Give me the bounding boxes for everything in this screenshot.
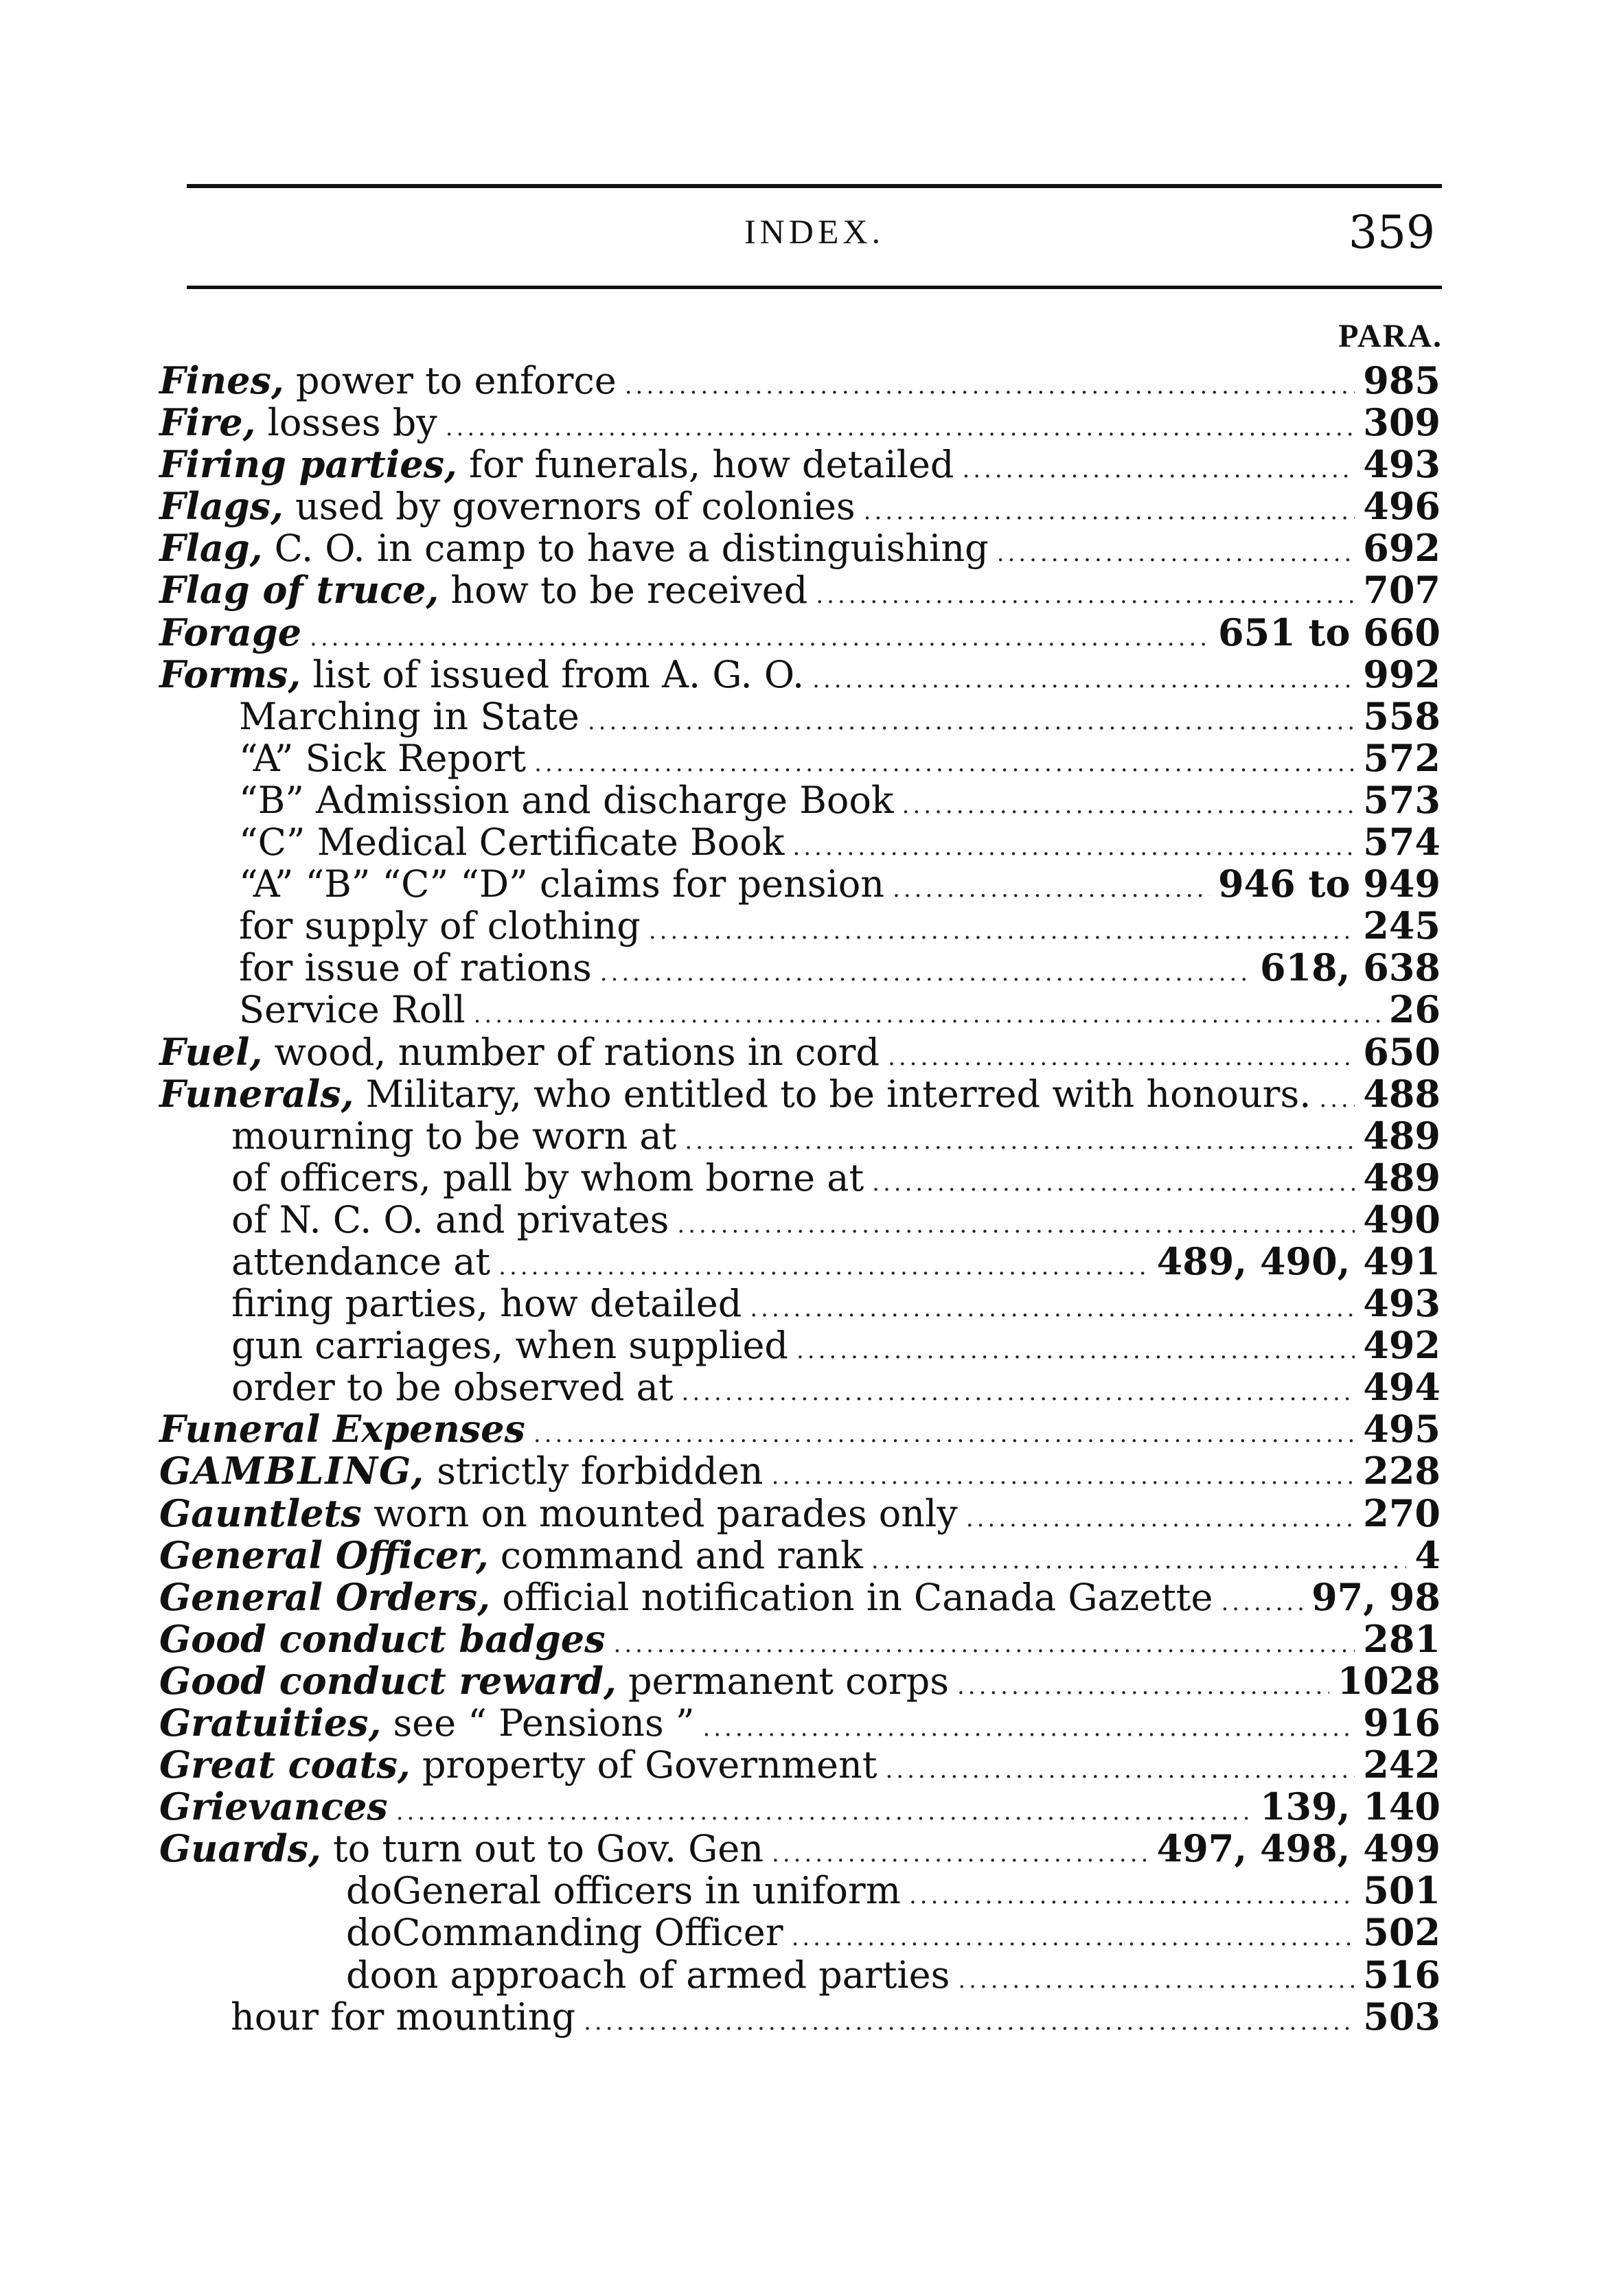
index-entry	[159, 527, 1441, 569]
entry-text: Commanding Officer	[392, 1911, 783, 1955]
dot-leader	[966, 1498, 1355, 1540]
dot-leader	[997, 533, 1355, 575]
paragraph-reference: 492	[1363, 1323, 1441, 1368]
entry-term: Good conduct badges	[159, 1616, 606, 1661]
index-entry	[159, 1532, 1441, 1577]
paragraph-reference: 501	[1363, 1868, 1441, 1913]
dot-leader	[750, 1288, 1355, 1330]
entry-text: used by governors of colonies	[283, 485, 856, 529]
paragraph-reference: 992	[1363, 652, 1441, 696]
paragraph-reference: 245	[1363, 904, 1441, 948]
paragraph-reference: 516	[1363, 1952, 1441, 1997]
dot-leader	[625, 365, 1355, 407]
entry-term: Fines,	[159, 358, 284, 402]
index-entry	[159, 1031, 1441, 1073]
paragraph-reference: 651 to 660	[1218, 610, 1441, 654]
paragraph-reference: 139, 140	[1259, 1784, 1441, 1829]
index-entry	[159, 1744, 1441, 1786]
entry-term: Funeral Expenses	[159, 1407, 525, 1451]
dot-leader	[1319, 1079, 1355, 1121]
index-entry	[159, 905, 1441, 947]
index-entry	[159, 1660, 1441, 1702]
index-entry	[159, 654, 1441, 696]
index-entry	[159, 402, 1441, 444]
paragraph-reference: 493	[1363, 1281, 1441, 1326]
index-entry	[159, 485, 1441, 527]
entry-text: worn on mounted parades only	[361, 1491, 958, 1535]
entry-term: General Orders,	[159, 1574, 491, 1619]
index-entry	[159, 1618, 1441, 1660]
page-number: 359	[1349, 206, 1435, 259]
paragraph-reference: 26	[1388, 987, 1441, 1032]
paragraph-reference: 242	[1363, 1743, 1441, 1787]
entry-text: Service Roll	[239, 988, 466, 1032]
entry-text: firing parties, how detailed	[231, 1282, 742, 1326]
index-entry	[159, 1828, 1441, 1870]
entry-text: Marching in State	[239, 694, 580, 738]
index-list	[159, 360, 1441, 2038]
paragraph-reference: 488	[1363, 1071, 1441, 1116]
entry-text: official notification in Canada Gazette	[490, 1575, 1213, 1619]
index-entry	[159, 737, 1441, 779]
entry-text: on approach of armed parties	[392, 1953, 950, 1997]
entry-text: “C” Medical Certificate Book	[239, 820, 785, 864]
dot-leader	[600, 952, 1252, 994]
header-rule	[187, 286, 1442, 289]
paragraph-reference: 490	[1363, 1197, 1441, 1241]
entry-text: “A” “B” “C” “D” claims for pension	[239, 862, 885, 906]
entry-term: Fire,	[159, 400, 256, 445]
paragraph-reference: 1028	[1337, 1658, 1441, 1703]
paragraph-reference: 692	[1363, 526, 1441, 571]
index-entry	[159, 1241, 1441, 1283]
page-header	[187, 206, 1442, 275]
top-rule	[187, 184, 1442, 188]
index-entry	[159, 947, 1441, 989]
paragraph-reference: 503	[1363, 1994, 1441, 2039]
entry-text: mourning to be worn at	[231, 1114, 677, 1158]
dot-leader	[649, 910, 1355, 952]
index-entry	[159, 693, 1441, 738]
entry-term: Flag of truce,	[159, 568, 439, 612]
index-entry	[159, 1493, 1441, 1535]
paragraph-reference: 97, 98	[1311, 1574, 1441, 1619]
dot-leader	[893, 869, 1210, 910]
entry-term: Firing parties,	[159, 442, 457, 487]
entry-text: command and rank	[488, 1533, 863, 1577]
index-entry	[159, 779, 1441, 821]
paragraph-reference: 946 to 949	[1218, 862, 1441, 906]
entry-text: attendance at	[231, 1239, 491, 1283]
entry-text: how to be received	[439, 569, 808, 612]
entry-text: property of Government	[410, 1743, 877, 1787]
entry-term: Gratuities,	[159, 1701, 382, 1745]
entry-term: Good conduct reward,	[159, 1658, 617, 1703]
dot-leader	[962, 449, 1355, 491]
entry-term: Guards,	[159, 1826, 321, 1871]
index-entry	[159, 569, 1441, 611]
para-column-heading: PARA.	[1338, 318, 1443, 354]
paragraph-reference: 228	[1363, 1449, 1441, 1493]
dot-leader	[957, 1666, 1329, 1708]
dot-leader	[1221, 1582, 1303, 1624]
index-entry	[159, 1870, 1441, 1912]
index-entry	[159, 612, 1441, 654]
index-entry	[159, 1450, 1441, 1492]
dot-leader	[796, 1330, 1355, 1372]
paragraph-reference: 496	[1363, 484, 1441, 529]
entry-text: permanent corps	[616, 1659, 949, 1703]
index-entry	[159, 1702, 1441, 1744]
index-entry	[159, 1199, 1441, 1241]
dot-leader	[588, 701, 1355, 743]
index-entry	[159, 1912, 1441, 1953]
index-entry	[159, 1996, 1441, 2038]
entry-text: hour for mounting	[231, 1995, 576, 2039]
paragraph-reference: 495	[1363, 1407, 1441, 1451]
entry-term: Flags,	[159, 484, 284, 529]
entry-text: “B” Admission and discharge Book	[239, 778, 894, 822]
entry-term: GAMBLING,	[159, 1449, 426, 1493]
index-entry	[159, 863, 1441, 905]
entry-term: Flag,	[159, 526, 263, 571]
paragraph-reference: 497, 498, 499	[1156, 1826, 1441, 1871]
paragraph-reference: 650	[1363, 1029, 1441, 1074]
paragraph-reference: 494	[1363, 1365, 1441, 1410]
entry-term: Great coats,	[159, 1743, 411, 1787]
entry-text: of N. C. O. and privates	[231, 1197, 669, 1241]
paragraph-reference: 572	[1363, 735, 1441, 780]
paragraph-reference: 985	[1363, 358, 1441, 402]
ditto-mark: do	[346, 1953, 393, 1997]
index-entry	[159, 821, 1441, 863]
paragraph-reference: 4	[1414, 1532, 1441, 1577]
dot-leader	[958, 1960, 1355, 2001]
dot-leader	[902, 785, 1355, 827]
entry-term: Grievances	[159, 1784, 388, 1829]
dot-leader	[872, 1162, 1355, 1204]
entry-term: Funerals,	[159, 1071, 354, 1116]
paragraph-reference: 916	[1363, 1701, 1441, 1745]
entry-term: Forage	[159, 610, 301, 654]
dot-leader	[812, 659, 1355, 701]
entry-text: strictly forbidden	[425, 1449, 764, 1493]
index-entry	[159, 1115, 1441, 1157]
entry-text: C. O. in camp to have a distinguishing	[262, 527, 989, 571]
entry-text: of officers, pall by whom borne at	[231, 1156, 864, 1199]
entry-text: see “ Pensions ”	[381, 1701, 695, 1745]
index-entry	[159, 1408, 1441, 1450]
paragraph-reference: 489	[1363, 1113, 1441, 1158]
paragraph-reference: 558	[1363, 693, 1441, 738]
index-entry	[159, 1366, 1441, 1408]
paragraph-reference: 707	[1363, 568, 1441, 612]
index-entry	[159, 1576, 1441, 1618]
entry-term: Fuel,	[159, 1029, 263, 1074]
dot-leader	[584, 2001, 1355, 2043]
entry-text: list of issued from A. G. O.	[301, 652, 805, 696]
entry-text: Military, who entitled to be interred with honours.	[354, 1072, 1311, 1116]
ditto-mark: do	[346, 1869, 393, 1913]
entry-text: General officers in uniform	[392, 1869, 901, 1913]
index-entry	[159, 1786, 1441, 1828]
paragraph-reference: 489	[1363, 1155, 1441, 1199]
entry-term: General Officer,	[159, 1532, 489, 1577]
dot-leader	[909, 1875, 1355, 1917]
running-title: INDEX.	[744, 212, 885, 251]
paragraph-reference: 574	[1363, 820, 1441, 864]
entry-text: for issue of rations	[239, 946, 592, 990]
entry-text: wood, number of rations in cord	[262, 1030, 880, 1074]
index-entry	[159, 989, 1441, 1031]
index-entry	[159, 1073, 1441, 1115]
index-entry	[159, 1954, 1441, 1996]
entry-term: Forms,	[159, 652, 301, 696]
paragraph-reference: 281	[1363, 1616, 1441, 1661]
entry-text: losses by	[255, 401, 437, 445]
paragraph-reference: 309	[1363, 400, 1441, 445]
paragraph-reference: 270	[1363, 1491, 1441, 1535]
index-entry	[159, 444, 1441, 485]
entry-text: for supply of clothing	[239, 904, 641, 948]
entry-text: “A” Sick Report	[239, 736, 527, 780]
index-entry	[159, 360, 1441, 402]
entry-text: for funerals, how detailed	[457, 443, 954, 487]
entry-text: power to enforce	[284, 359, 617, 402]
index-entry	[159, 1157, 1441, 1199]
paragraph-reference: 489, 490, 491	[1156, 1239, 1441, 1283]
entry-term: Gauntlets	[159, 1491, 362, 1535]
paragraph-reference: 618, 638	[1259, 945, 1441, 990]
index-entry	[159, 1324, 1441, 1366]
paragraph-reference: 573	[1363, 777, 1441, 822]
dot-leader	[682, 1372, 1355, 1414]
paragraph-reference: 493	[1363, 442, 1441, 487]
entry-text: order to be observed at	[231, 1366, 674, 1410]
paragraph-reference: 502	[1363, 1910, 1441, 1955]
index-entry	[159, 1283, 1441, 1324]
entry-text: gun carriages, when supplied	[231, 1324, 788, 1368]
ditto-mark: do	[346, 1911, 393, 1955]
entry-text: to turn out to Gov. Gen	[321, 1827, 764, 1871]
